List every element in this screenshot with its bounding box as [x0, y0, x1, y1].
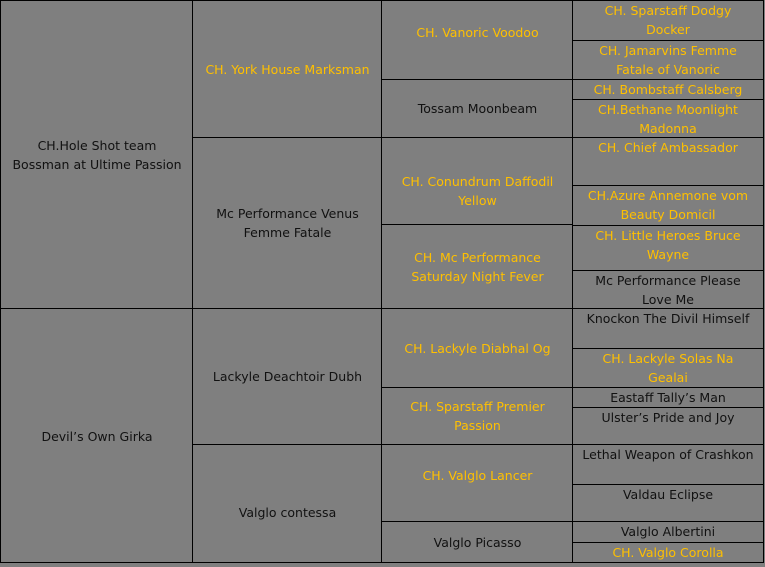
pedigree-name: Lethal Weapon of Crashkon	[582, 447, 754, 462]
pedigree-cell-sds	[382, 137, 573, 224]
pedigree-cell-sire	[1, 0, 193, 308]
generation-2-column	[192, 0, 382, 563]
pedigree-cell-sdd	[382, 224, 573, 308]
pedigree-name: CH. Mc Performance Saturday Night Fever	[411, 249, 544, 284]
pedigree-name: CH. York House Marksman	[205, 61, 370, 77]
pedigree-cell-ss	[193, 0, 382, 137]
pedigree-name: Ulster’s Pride and Joy	[601, 410, 735, 425]
pedigree-name: CH. Jamarvins Femme Fatale of Vanoric	[599, 43, 737, 77]
pedigree-name: CH. Chief Ambassador	[598, 140, 738, 155]
pedigree-cell-ddss	[573, 444, 763, 484]
pedigree-name: CH. Conundrum Daffodil Yellow	[401, 174, 554, 208]
pedigree-cell-ds	[193, 308, 382, 444]
pedigree-name: CH. Vanoric Voodoo	[416, 24, 539, 40]
pedigree-cell-dsd	[382, 387, 573, 444]
pedigree-cell-ssdd	[573, 99, 763, 137]
pedigree-cell-sdss	[573, 137, 763, 185]
pedigree-cell-ssds	[573, 79, 763, 99]
pedigree-name: Valglo Picasso	[433, 535, 522, 550]
generation-1-column	[0, 0, 193, 563]
pedigree-cell-dsds	[573, 387, 763, 407]
pedigree-name: CH. Lackyle Diabhal Og	[404, 340, 551, 356]
pedigree-cell-ddsd	[573, 484, 763, 521]
pedigree-cell-dds	[382, 444, 573, 521]
pedigree-name: CH.Azure Annemone vom Beauty Domicil	[587, 188, 749, 222]
pedigree-name: CH. Sparstaff Premier Passion	[410, 399, 545, 433]
pedigree-name: Knockon The Divil Himself	[586, 311, 750, 326]
pedigree-cell-sssd	[573, 40, 763, 79]
generation-4-column	[572, 0, 764, 563]
pedigree-cell-sd	[193, 137, 382, 308]
pedigree-name: Valdau Eclipse	[622, 487, 714, 502]
pedigree-name: Lackyle Deachtoir Dubh	[212, 369, 363, 384]
pedigree-cell-dssd	[573, 348, 763, 387]
pedigree-name: CH. Sparstaff Dodgy Docker	[604, 3, 732, 37]
pedigree-name: CH.Bethane Moonlight Madonna	[598, 102, 738, 136]
pedigree-cell-ddd	[382, 521, 573, 563]
pedigree-cell-sddd	[573, 270, 763, 308]
pedigree-name: Eastaff Tally’s Man	[610, 390, 726, 405]
pedigree-cell-ssss	[573, 0, 763, 40]
pedigree-cell-ddds	[573, 521, 763, 542]
pedigree-name: CH. Valglo Corolla	[612, 545, 724, 560]
pedigree-cell-dddd	[573, 542, 763, 563]
pedigree-cell-dd	[193, 444, 382, 563]
pedigree-name: CH. Bombstaff Calsberg	[593, 82, 743, 97]
pedigree-cell-dam	[1, 308, 193, 563]
pedigree-name: Mc Performance Venus Femme Fatale	[216, 206, 359, 240]
pedigree-cell-dsss	[573, 308, 763, 348]
pedigree-name: CH. Lackyle Solas Na Gealai	[602, 351, 734, 385]
pedigree-name: CH. Little Heroes Bruce Wayne	[595, 228, 741, 262]
pedigree-name: Tossam Moonbeam	[417, 101, 538, 116]
pedigree-name: CH. Valglo Lancer	[422, 467, 533, 483]
pedigree-name: Valglo Albertini	[620, 524, 716, 539]
pedigree-name: Devil’s Own Girka	[41, 428, 153, 444]
pedigree-name: Valglo contessa	[238, 504, 337, 520]
pedigree-cell-sdsd	[573, 185, 763, 225]
pedigree-cell-sss	[382, 0, 573, 79]
pedigree-cell-ssd	[382, 79, 573, 137]
pedigree-cell-dsdd	[573, 407, 763, 444]
generation-3-column	[381, 0, 573, 563]
pedigree-cell-sdds	[573, 225, 763, 270]
pedigree-cell-dss	[382, 308, 573, 387]
table-bottom-border	[0, 562, 763, 563]
pedigree-name: CH.Hole Shot team Bossman at Ultime Passion	[12, 137, 182, 172]
pedigree-name: Mc Performance Please Love Me	[595, 273, 741, 307]
